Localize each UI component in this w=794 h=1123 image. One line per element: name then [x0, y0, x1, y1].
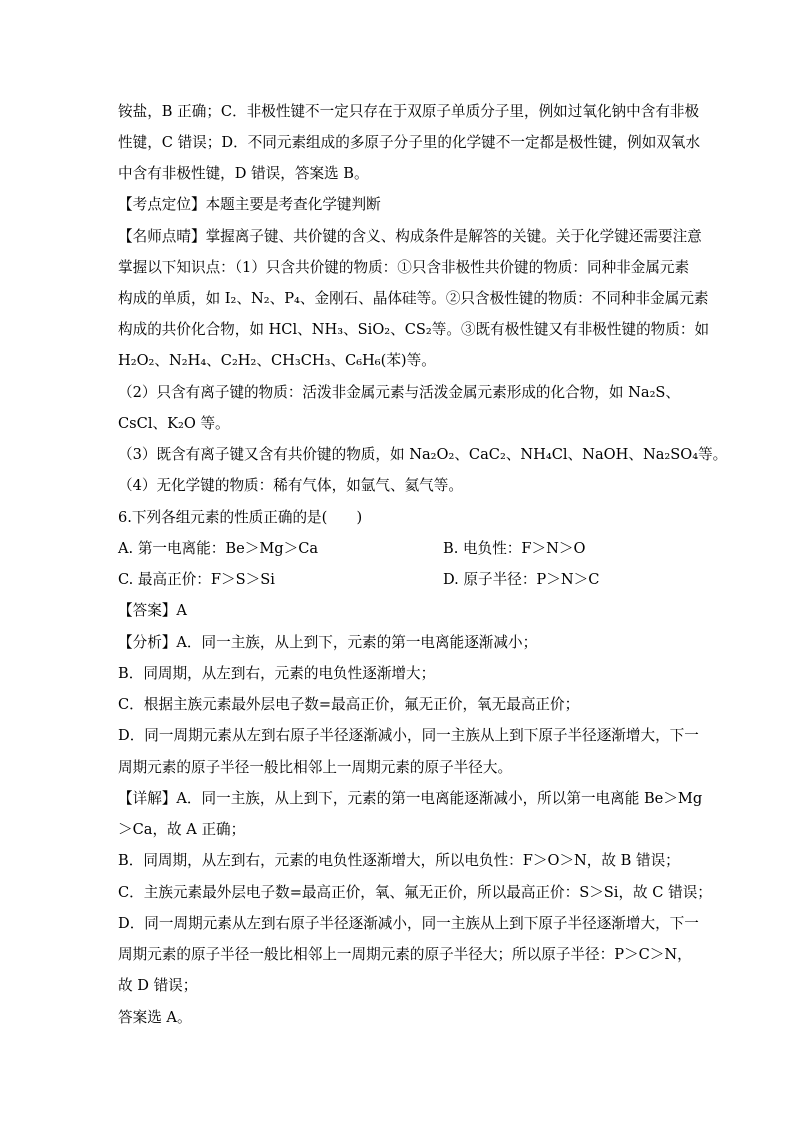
text-line: （2）只含有离子键的物质：活泼非金属元素与活泼金属元素形成的化合物，如 Na₂S、	[118, 384, 681, 401]
detail-line: D．同一周期元素从左到右原子半径逐渐减小，同一主族从上到下原子半径逐渐增大，下一	[118, 915, 699, 932]
section-heading-kaodian: 【考点定位】本题主要是考查化学键判断	[118, 196, 381, 213]
final-answer-line: 答案选 A。	[118, 1009, 192, 1026]
detail-line: 【详解】A．同一主族，从上到下，元素的第一电离能逐渐减小，所以第一电离能 Be＞Mg	[118, 790, 703, 807]
section-heading-mingshi: 【名师点晴】掌握离子键、共价键的含义、构成条件是解答的关键。关于化学键还需要注意	[118, 228, 702, 245]
analysis-line: 【分析】A．同一主族，从上到下，元素的第一电离能逐渐减小；	[118, 634, 538, 651]
detail-line: 周期元素的原子半径一般比相邻上一周期元素的原子半径大；所以原子半径：P＞C＞N，	[118, 946, 692, 963]
detail-line: B．同周期，从左到右，元素的电负性逐渐增大，所以电负性：F＞O＞N，故 B 错误；	[118, 852, 680, 869]
text-line: 中含有非极性键，D 错误，答案选 B。	[118, 165, 369, 182]
analysis-line: B．同周期，从左到右，元素的电负性逐渐增大；	[118, 665, 436, 682]
text-line: 性键，C 错误；D．不同元素组成的多原子分子里的化学键不一定都是极性键，例如双氧水	[118, 134, 701, 151]
text-line: CsCl、K₂O 等。	[118, 415, 230, 432]
text-line: 铵盐，B 正确；C．非极性键不一定只存在于双原子单质分子里，例如过氧化钠中含有非极	[118, 103, 700, 120]
detail-line: 故 D 错误；	[118, 977, 198, 994]
option-d: D. 原子半径：P＞N＞C	[443, 571, 600, 588]
option-c: C. 最高正价：F＞S＞Si	[118, 571, 275, 588]
text-line: （4）无化学键的物质：稀有气体，如氩气、氦气等。	[118, 477, 463, 494]
analysis-line: D．同一周期元素从左到右原子半径逐渐减小，同一主族从上到下原子半径逐渐增大，下一	[118, 727, 699, 744]
text-line: 构成的单质，如 I₂、N₂、P₄、金刚石、晶体硅等。②只含极性键的物质：不同种非金属元素	[118, 290, 709, 307]
answer-heading: 【答案】A	[118, 602, 187, 619]
option-a: A. 第一电离能：Be＞Mg＞Ca	[118, 540, 319, 557]
question-stem: 6.下列各组元素的性质正确的是( )	[118, 509, 363, 526]
detail-line: C．主族元素最外层电子数=最高正价，氧、氟无正价，所以最高正价：S＞Si，故 C 错误；	[118, 884, 712, 901]
option-b: B. 电负性：F＞N＞O	[443, 540, 586, 557]
analysis-line: 周期元素的原子半径一般比相邻上一周期元素的原子半径大。	[118, 759, 513, 776]
text-line: 掌握以下知识点：（1）只含共价键的物质：①只含非极性共价键的物质：同种非金属元素	[118, 259, 690, 276]
text-line: H₂O₂、N₂H₄、C₂H₂、CH₃CH₃、C₆H₆(苯)等。	[118, 352, 436, 369]
analysis-line: C．根据主族元素最外层电子数=最高正价，氟无正价，氧无最高正价；	[118, 696, 580, 713]
detail-line: ＞Ca，故 A 正确；	[118, 821, 246, 838]
text-line: 构成的共价化合物，如 HCl、NH₃、SiO₂、CS₂等。③既有极性键又有非极性键的物质：如	[118, 321, 710, 338]
text-line: （3）既含有离子键又含有共价键的物质，如 Na₂O₂、CaC₂、NH₄Cl、NaOH、Na₂SO₄等。	[118, 446, 728, 463]
